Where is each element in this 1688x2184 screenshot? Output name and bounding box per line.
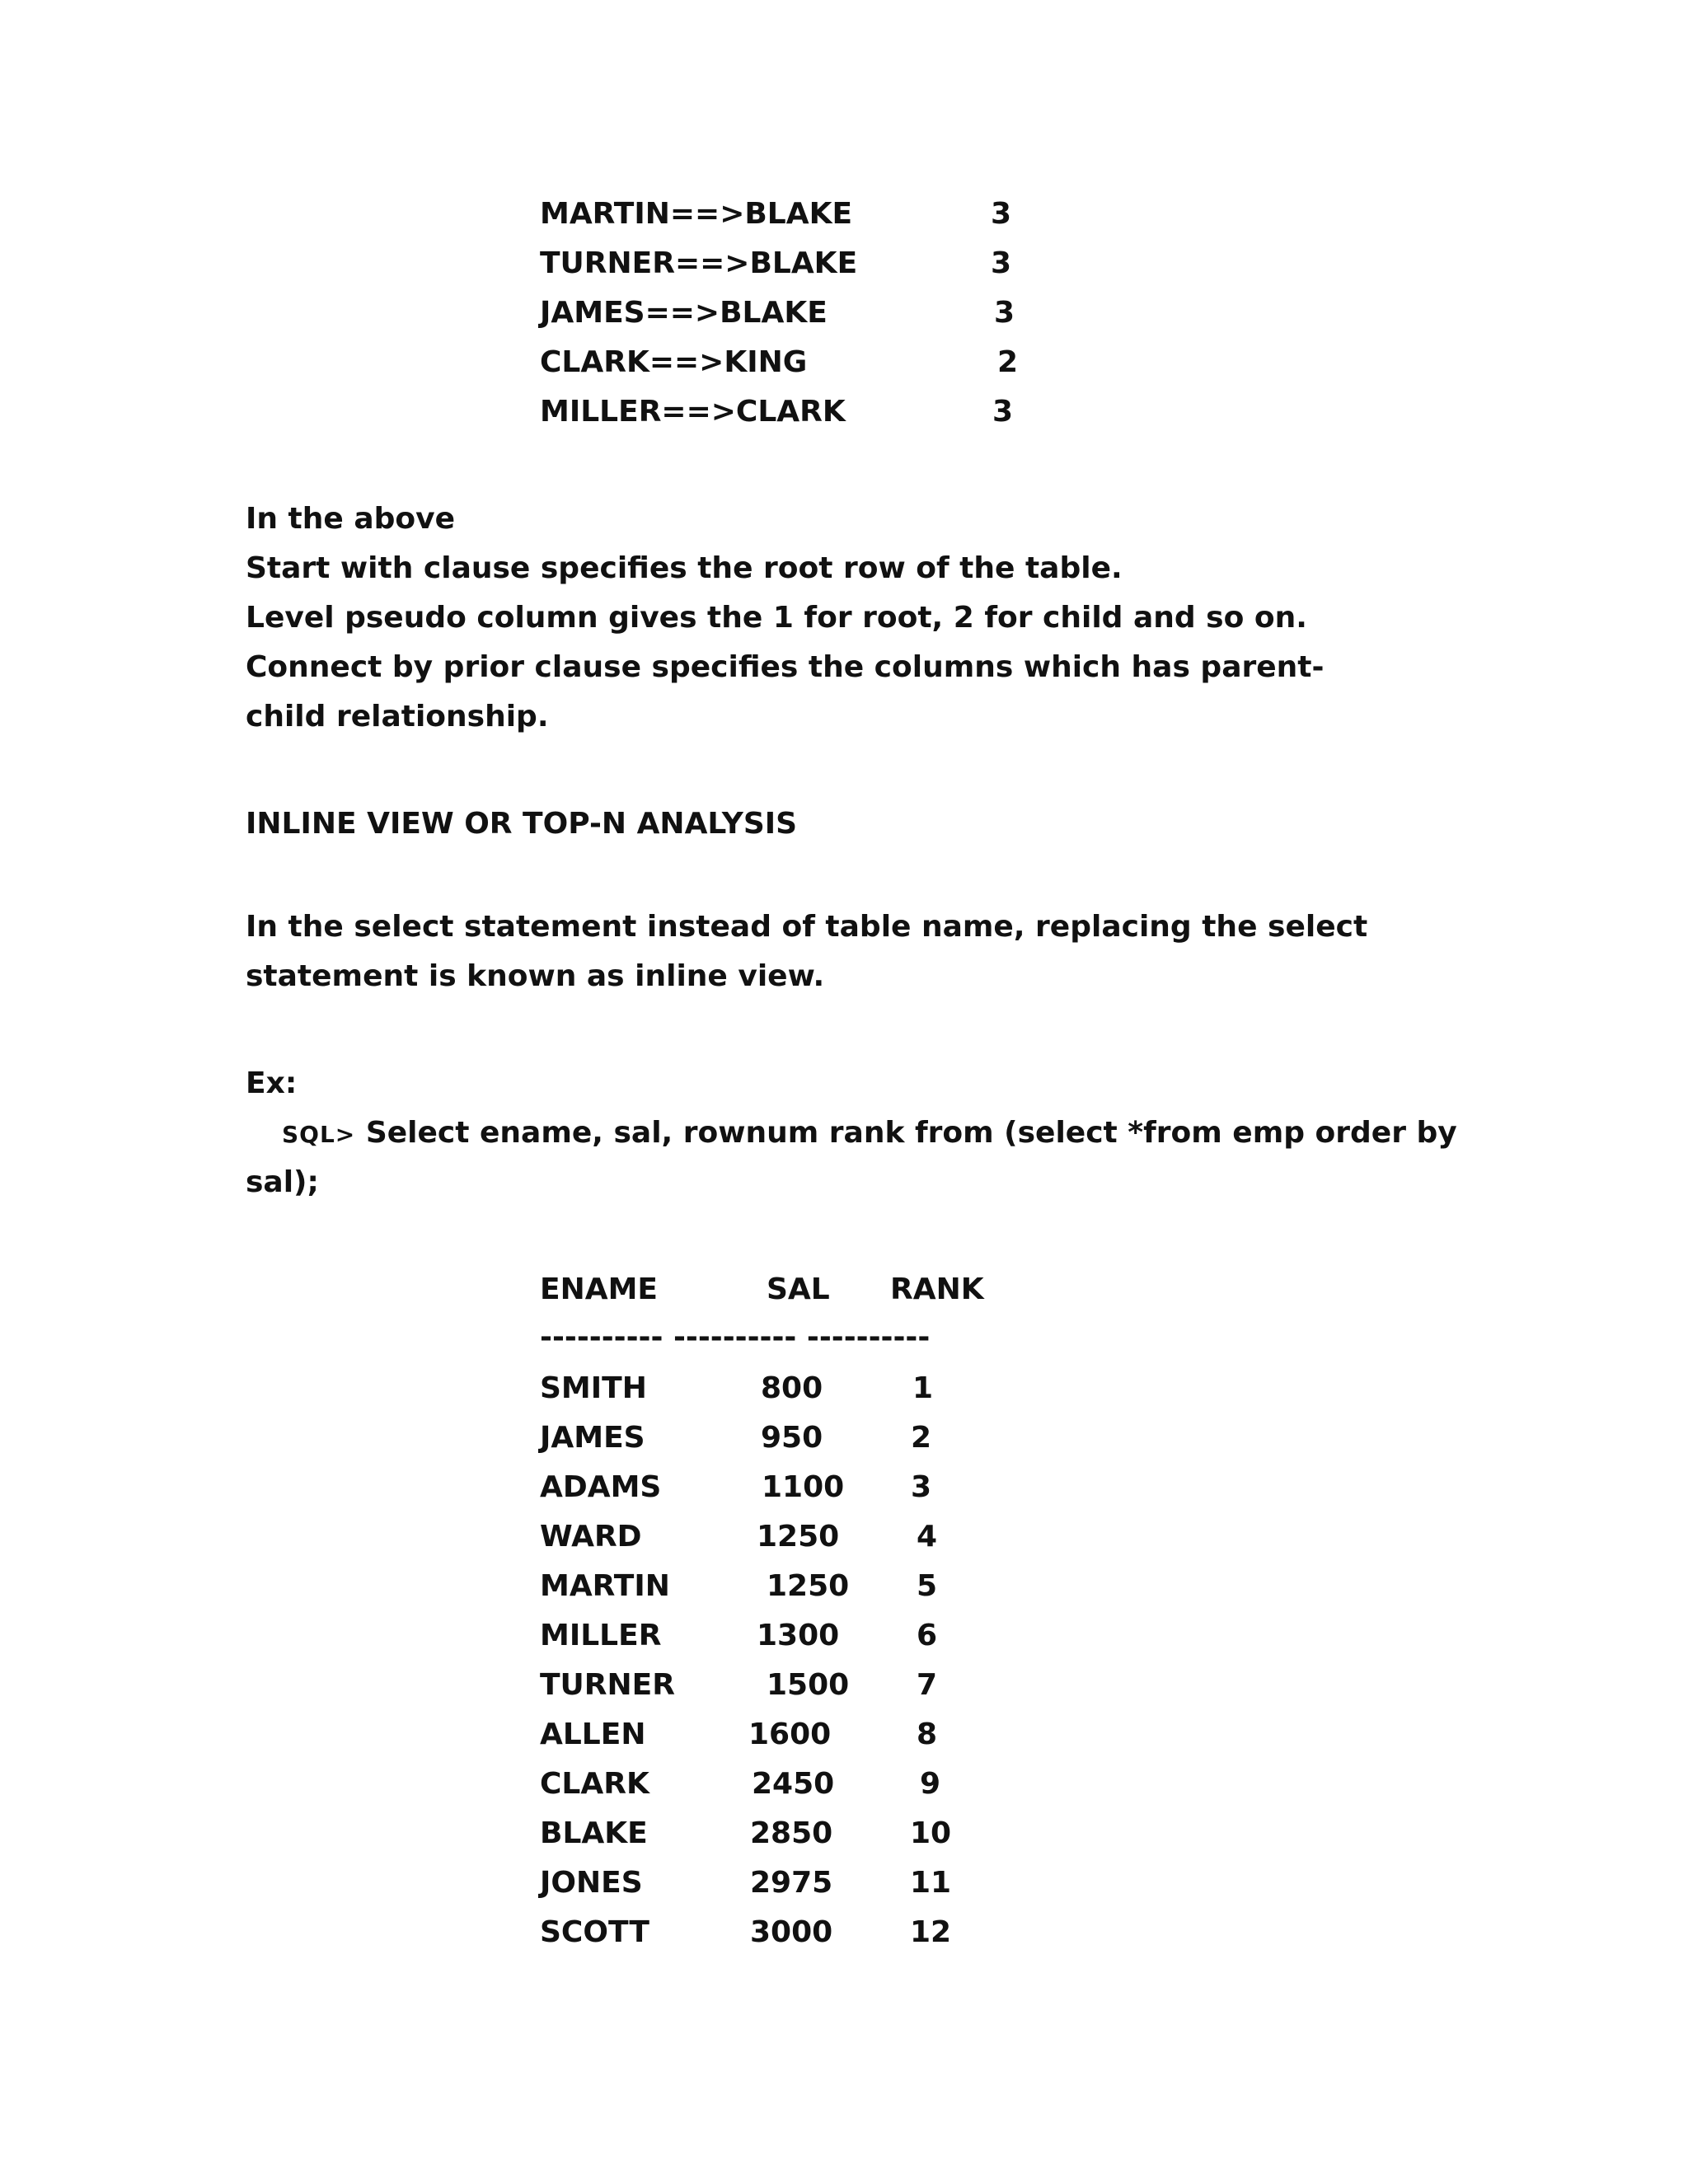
cell-rank: 6 <box>917 1619 938 1652</box>
explanation-line: Start with clause specifies the root row of the table. <box>246 551 1123 585</box>
hierarchy-path: JAMES==>BLAKE <box>540 296 828 330</box>
hierarchy-level: 3 <box>991 246 1012 280</box>
cell-rank: 10 <box>910 1816 952 1850</box>
sql-statement-line <box>282 1118 1457 1148</box>
example-label: Ex: <box>246 1066 298 1100</box>
hierarchy-level: 3 <box>994 296 1015 330</box>
cell-ename: BLAKE <box>540 1816 648 1850</box>
cell-sal: 2975 <box>750 1866 833 1900</box>
cell-sal: 2450 <box>752 1767 835 1801</box>
cell-rank: 4 <box>917 1520 938 1554</box>
cell-sal: 1600 <box>748 1718 832 1751</box>
section-heading: INLINE VIEW OR TOP-N ANALYSIS <box>246 807 798 841</box>
hierarchy-path: MILLER==>CLARK <box>540 395 846 429</box>
cell-sal: 1250 <box>757 1520 840 1554</box>
hierarchy-path: MARTIN==>BLAKE <box>540 197 853 231</box>
cell-ename: MARTIN <box>540 1569 670 1603</box>
cell-ename: ADAMS <box>540 1470 662 1504</box>
column-header-ename: ENAME <box>540 1272 658 1306</box>
cell-ename: JONES <box>540 1866 643 1900</box>
cell-rank: 5 <box>917 1569 938 1603</box>
table-separator: ---------- ---------- ---------- <box>540 1320 931 1354</box>
cell-rank: 9 <box>920 1767 941 1801</box>
cell-sal: 1250 <box>767 1569 850 1603</box>
cell-rank: 1 <box>912 1371 934 1405</box>
cell-rank: 8 <box>917 1718 938 1751</box>
cell-ename: WARD <box>540 1520 642 1554</box>
cell-rank: 7 <box>917 1668 938 1702</box>
hierarchy-level: 3 <box>991 197 1012 231</box>
cell-sal: 3000 <box>750 1915 833 1949</box>
sql-statement: Select ename, sal, rownum rank from (select *from emp order by <box>365 1116 1457 1150</box>
cell-rank: 11 <box>910 1866 952 1900</box>
cell-ename: CLARK <box>540 1767 649 1801</box>
cell-rank: 2 <box>911 1421 932 1455</box>
definition-paragraph: In the select statement instead of table name, replacing the select statement is known as inline view. <box>246 910 1368 993</box>
explanation-line: Level pseudo column gives the 1 for root, 2 for child and so on. <box>246 601 1307 635</box>
cell-ename: SMITH <box>540 1371 647 1405</box>
column-header-rank: RANK <box>890 1272 984 1306</box>
cell-sal: 1100 <box>762 1470 845 1504</box>
cell-sal: 800 <box>761 1371 823 1405</box>
cell-ename: TURNER <box>540 1668 675 1702</box>
cell-ename: ALLEN <box>540 1718 646 1751</box>
hierarchy-path: CLARK==>KING <box>540 345 808 379</box>
sql-statement-continuation: sal); <box>246 1165 319 1199</box>
hierarchy-level: 3 <box>992 395 1014 429</box>
cell-ename: MILLER <box>540 1619 662 1652</box>
cell-rank: 12 <box>910 1915 952 1949</box>
cell-rank: 3 <box>911 1470 932 1504</box>
cell-ename: SCOTT <box>540 1915 649 1949</box>
sql-prompt: SQL> <box>282 1121 356 1148</box>
column-header-sal: SAL <box>767 1272 830 1306</box>
hierarchy-path: TURNER==>BLAKE <box>540 246 858 280</box>
cell-sal: 950 <box>761 1421 823 1455</box>
cell-sal: 1300 <box>757 1619 840 1652</box>
cell-ename: JAMES <box>540 1421 645 1455</box>
explanation-intro: In the above <box>246 502 456 536</box>
hierarchy-level: 2 <box>997 345 1019 379</box>
cell-sal: 1500 <box>767 1668 850 1702</box>
cell-sal: 2850 <box>750 1816 833 1850</box>
explanation-line: Connect by prior clause specifies the columns which has parent-child relationship. <box>246 650 1325 733</box>
